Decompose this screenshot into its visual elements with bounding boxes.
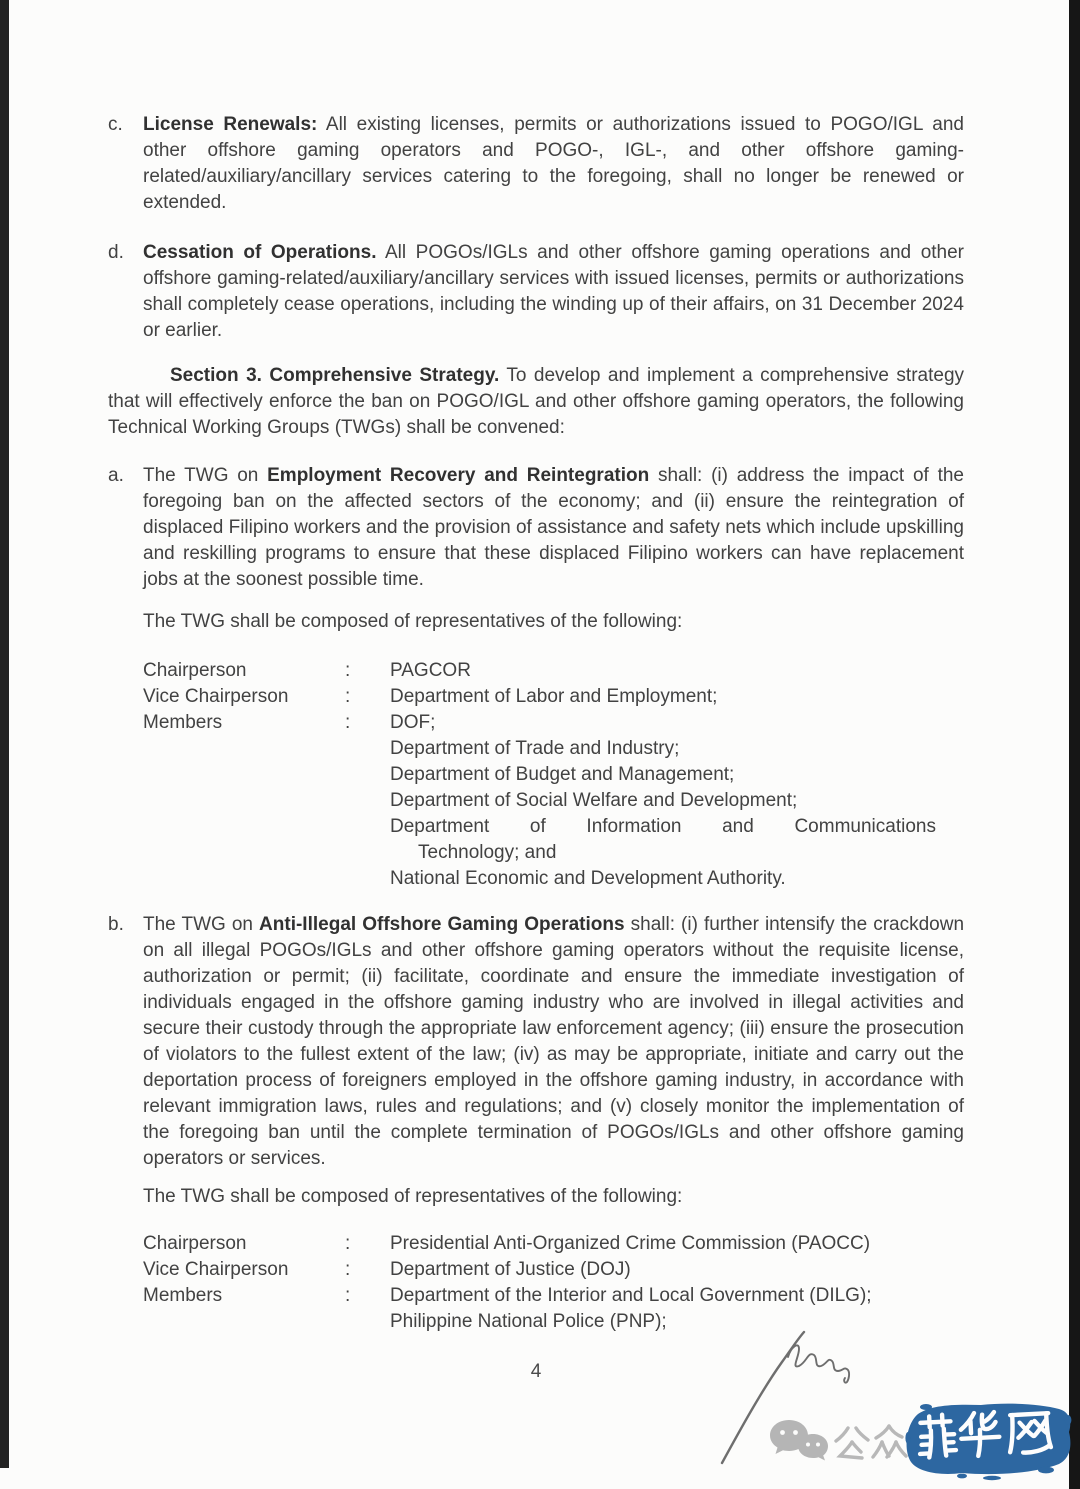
paragraph-text: To develop and implement a comprehensive strategy that will effectively enforce the ban on POGO/IGL and other offshore gaming operators, the following Technical Working Groups (TWGs) shall be convened: — [108, 365, 965, 438]
twg-a-roles-table — [143, 658, 964, 892]
twg-title: Anti-Illegal Offshore Gaming Operations — [259, 914, 625, 935]
role-colon — [345, 840, 390, 866]
role-value: Philippine National Police (PNP); — [390, 1311, 667, 1332]
role-row — [143, 658, 964, 684]
role-colon: : — [345, 686, 351, 707]
run-in-heading: Cessation of Operations. — [143, 242, 377, 263]
role-row — [143, 736, 964, 762]
role-row — [143, 762, 964, 788]
paragraph-lead: The TWG on — [143, 465, 268, 486]
paragraph-text: shall: (i) address the impact of the foregoing ban on the affected sectors of the economy; and (ii) ensure the reintegration of displaced Filipino workers and the provision of assistance and safety nets which include upskilling and reskilling programs to ensure that these displaced Filipino workers can have replacement jobs at the soonest possible time. — [143, 465, 964, 590]
role-label: Vice Chairperson — [143, 686, 289, 707]
paragraph-section-3 — [108, 363, 964, 441]
role-value: Department of Trade and Industry; — [390, 738, 680, 759]
role-label: Members — [143, 1285, 223, 1306]
role-colon — [345, 762, 390, 788]
role-colon — [345, 866, 390, 892]
paragraph-twg-anti-illegal — [143, 912, 964, 1172]
role-colon: : — [345, 1259, 351, 1280]
scan-edge-right — [1069, 0, 1080, 1489]
role-row — [143, 1231, 964, 1257]
role-label — [143, 814, 345, 840]
twg-b-composed-line: The TWG shall be composed of representatives of the following: — [143, 1186, 683, 1207]
role-value: Department of Social Welfare and Development; — [390, 790, 798, 811]
document-content — [108, 112, 964, 1385]
role-label — [143, 840, 345, 866]
feihua-badge-logo — [896, 1398, 1076, 1484]
scan-edge-left — [0, 0, 9, 1468]
list-marker-b: b. — [108, 914, 124, 935]
paragraph-twg-employment — [143, 463, 964, 593]
role-colon — [345, 788, 390, 814]
paragraph-cessation-of-operations — [143, 240, 964, 344]
role-row — [143, 866, 964, 892]
list-item-a-twg-employment — [108, 463, 964, 593]
paragraph-license-renewals — [143, 112, 964, 216]
list-marker-d: d. — [108, 242, 124, 263]
role-value: Department of Labor and Employment; — [390, 686, 718, 707]
page-number: 4 — [530, 1361, 542, 1382]
section-heading: Section 3. Comprehensive Strategy. — [170, 365, 500, 386]
role-colon: : — [345, 660, 351, 681]
list-marker-a: a. — [108, 465, 124, 486]
role-colon: : — [345, 1233, 351, 1254]
paragraph-text: All existing licenses, permits or authorizations issued to POGO/IGL and other offshore gaming operators and POGO-, IGL-, and other offshore gaming-related/auxiliary/ancillary services catering to the foregoing, shall no longer be renewed or extended. — [143, 114, 964, 213]
role-colon — [345, 1309, 390, 1335]
role-row — [143, 814, 964, 840]
role-label — [143, 736, 345, 762]
role-row — [143, 684, 964, 710]
role-value: Department of Information and Communications — [390, 816, 936, 837]
role-label — [143, 788, 345, 814]
role-value: National Economic and Development Authority. — [390, 868, 786, 889]
role-value: Technology; and — [418, 842, 557, 863]
role-value: Department of the Interior and Local Government (DILG); — [390, 1285, 872, 1306]
paragraph-lead: The TWG on — [143, 914, 260, 935]
role-colon — [345, 736, 390, 762]
role-row — [143, 788, 964, 814]
list-item-c — [108, 112, 964, 216]
twg-b-roles-table — [143, 1231, 964, 1335]
role-value: PAGCOR — [390, 660, 471, 681]
role-row — [143, 1283, 964, 1309]
paragraph-text: shall: (i) further intensify the crackdown on all illegal POGOs/IGLs and other offshore gaming operators without the requisite license, authorization or permit; (ii) facilitate, coordinate and ensure the immediate investigation of individuals engaged in the offshore gaming industry who are involved in illegal activities and secure their custody through the appropriate law enforcement agency; (iii) ensure the prosecution of violators to the fullest extent of the law; (iv) as may be appropriate, initiate and carry out the deportation process of foreigners employed in the offshore gaming industry, in accordance with relevant immigration laws, rules and regulations; and (v) closely monitor the implementation of the foregoing ban until the complete termination of POGOs/IGLs and other offshore gaming operators or services. — [143, 914, 965, 1169]
role-row — [143, 1257, 964, 1283]
paragraph-text: All POGOs/IGLs and other offshore gaming operations and other offshore gaming-related/auxiliary/ancillary services with issued licenses, permits or authorizations shall completely cease operations, including the winding up of their affairs, on 31 December 2024 or earlier. — [143, 242, 964, 341]
list-marker-c: c. — [108, 114, 123, 135]
role-label: Members — [143, 712, 223, 733]
twg-a-composed-line: The TWG shall be composed of representatives of the following: — [143, 611, 683, 632]
role-label — [143, 762, 345, 788]
role-value: Presidential Anti-Organized Crime Commission (PAOCC) — [390, 1233, 871, 1254]
list-item-d — [108, 240, 964, 344]
role-label: Chairperson — [143, 1233, 247, 1254]
role-row — [143, 710, 964, 736]
twg-title: Employment Recovery and Reintegration — [267, 465, 650, 486]
role-value: Department of Justice (DOJ) — [390, 1259, 631, 1280]
role-colon: : — [345, 712, 351, 733]
role-label: Chairperson — [143, 660, 247, 681]
role-label — [143, 1309, 345, 1335]
role-value: DOF; — [390, 712, 436, 733]
role-colon — [345, 814, 390, 840]
role-label: Vice Chairperson — [143, 1259, 289, 1280]
role-colon: : — [345, 1285, 351, 1306]
wechat-chat-bubbles-icon — [770, 1420, 828, 1461]
role-value: Department of Budget and Management; — [390, 764, 735, 785]
list-item-b-twg-anti-illegal — [108, 912, 964, 1172]
run-in-heading: License Renewals: — [143, 114, 318, 135]
role-label — [143, 866, 345, 892]
role-row — [143, 840, 964, 866]
